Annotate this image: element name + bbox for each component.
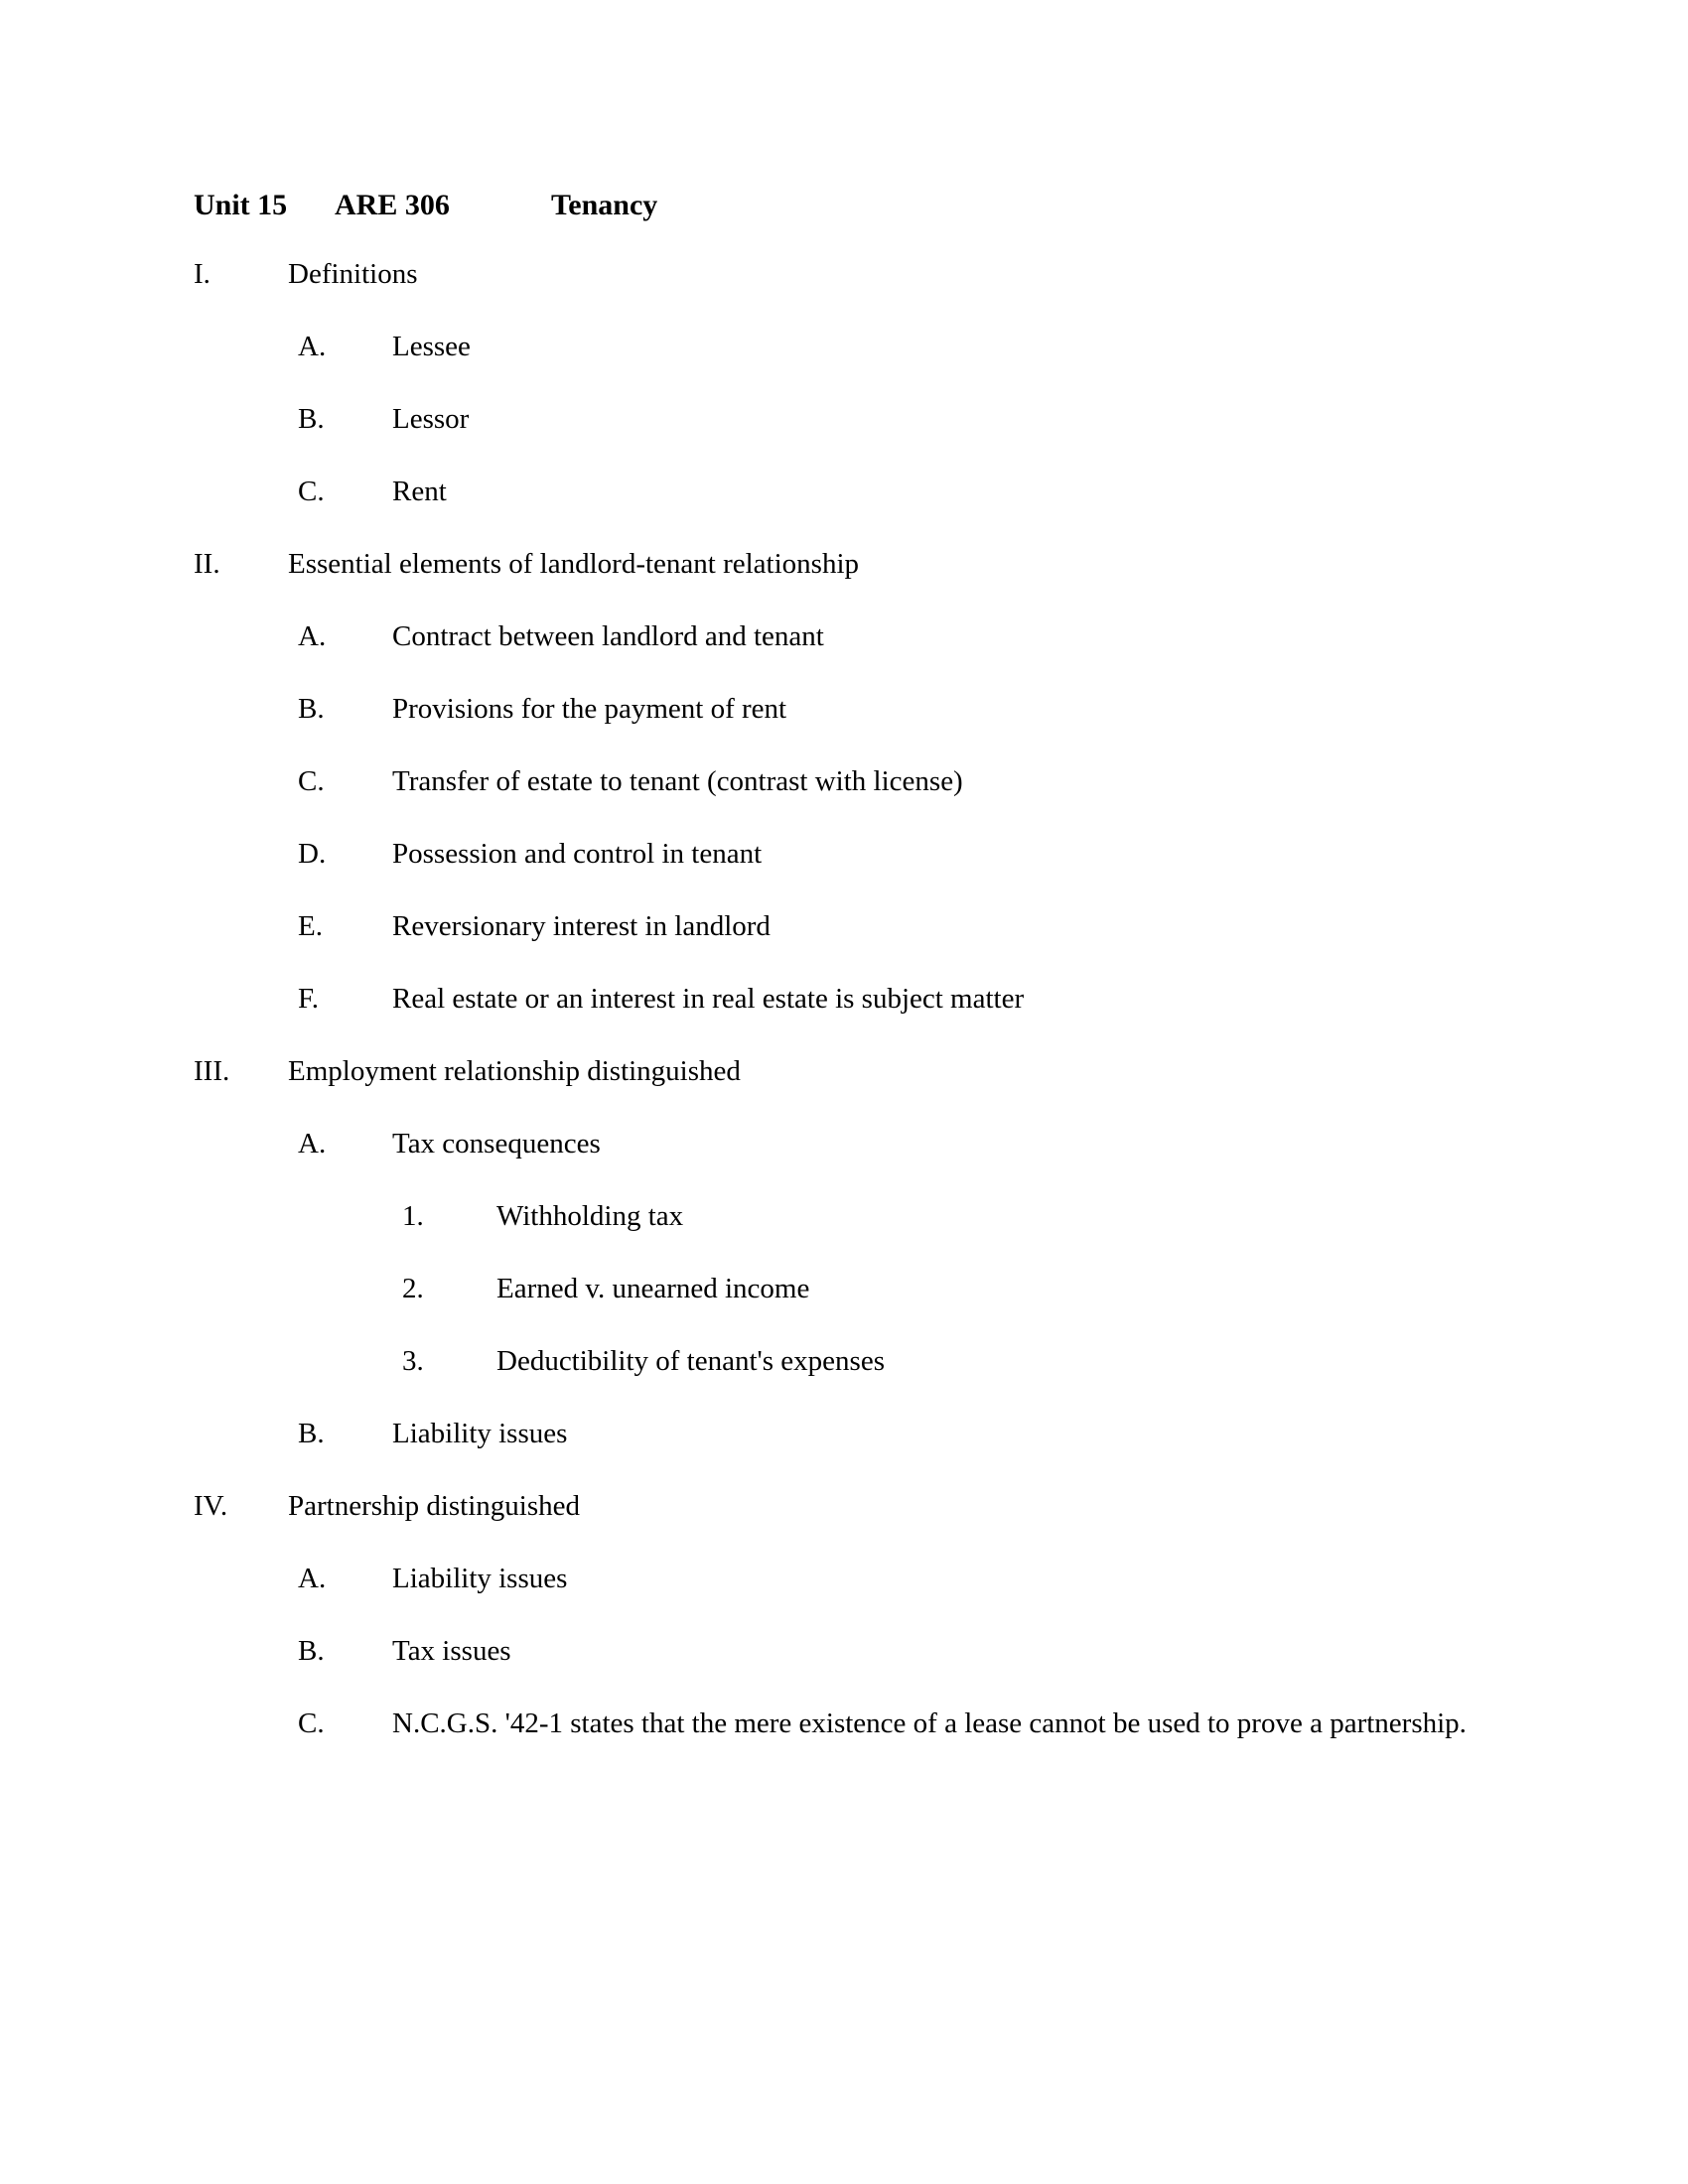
outline-item-marker: II. — [194, 548, 220, 580]
outline-item-marker: B. — [298, 1418, 325, 1449]
outline-item-marker: E. — [298, 910, 323, 942]
outline-item-marker: 3. — [402, 1345, 424, 1377]
outline-item-text: Provisions for the payment of rent — [392, 693, 787, 725]
outline-item-text: Earned v. unearned income — [496, 1273, 810, 1304]
outline-item-text: Tax issues — [392, 1635, 511, 1667]
outline-item — [194, 1271, 1475, 1306]
document-heading — [194, 189, 1475, 222]
outline-item-marker: B. — [298, 693, 325, 725]
outline-item-marker: 1. — [402, 1200, 424, 1232]
outline-item-marker: 2. — [402, 1273, 424, 1304]
outline-item — [194, 836, 1475, 872]
outline-item-marker: I. — [194, 258, 211, 290]
outline-item-text: Employment relationship distinguished — [288, 1055, 741, 1087]
outline-item-marker: D. — [298, 838, 327, 870]
outline-item-marker: A. — [298, 620, 327, 652]
outline-item-text: Essential elements of landlord-tenant relationship — [288, 548, 860, 580]
outline-item-text: Definitions — [288, 258, 418, 290]
outline-item — [194, 1488, 1475, 1524]
outline-item-text: N.C.G.S. '42-1 states that the mere existence of a lease cannot be used to prove a partnership. — [392, 1707, 1467, 1739]
outline-item — [194, 1416, 1475, 1451]
outline-item-text: Reversionary interest in landlord — [392, 910, 771, 942]
outline-item-text: Deductibility of tenant's expenses — [496, 1345, 885, 1377]
outline-item-marker: C. — [298, 1707, 325, 1739]
outline-item-text: Partnership distinguished — [288, 1490, 581, 1522]
outline-item-marker: B. — [298, 1635, 325, 1667]
outline-item-text: Rent — [392, 476, 447, 507]
outline-item — [194, 763, 1475, 799]
outline-item-text: Contract between landlord and tenant — [392, 620, 824, 652]
outline-item — [194, 256, 1475, 292]
heading-unit: Unit 15 — [194, 189, 288, 221]
outline-item-marker: B. — [298, 403, 325, 435]
outline-item-marker: C. — [298, 765, 325, 797]
outline-item — [194, 474, 1475, 509]
outline-item — [194, 1126, 1475, 1161]
heading-course: ARE 306 — [335, 189, 450, 221]
outline-item — [194, 981, 1475, 1017]
outline-item — [194, 691, 1475, 727]
outline-item-marker: F. — [298, 983, 320, 1015]
heading-topic: Tenancy — [551, 189, 658, 221]
document-body — [194, 189, 1475, 1778]
outline-item — [194, 618, 1475, 654]
outline-item-text: Lessor — [392, 403, 470, 435]
outline-item-marker: C. — [298, 476, 325, 507]
outline-item-text: Possession and control in tenant — [392, 838, 763, 870]
outline-item — [194, 1633, 1475, 1669]
outline-item — [194, 1198, 1475, 1234]
outline-item-text: Withholding tax — [496, 1200, 684, 1232]
outline-item-text: Real estate or an interest in real estate is subject matter — [392, 983, 1025, 1015]
outline-item — [194, 1561, 1475, 1596]
outline-item-text: Liability issues — [392, 1563, 568, 1594]
outline-item — [194, 329, 1475, 364]
outline-item — [194, 401, 1475, 437]
outline-item-marker: III. — [194, 1055, 230, 1087]
outline-item — [194, 1343, 1475, 1379]
outline-item — [194, 908, 1475, 944]
outline-list — [194, 256, 1475, 1741]
outline-item-text: Transfer of estate to tenant (contrast with license) — [392, 765, 963, 797]
outline-item-text: Lessee — [392, 331, 471, 362]
outline-item — [194, 1706, 1475, 1741]
outline-item-marker: A. — [298, 1128, 327, 1160]
outline-item — [194, 546, 1475, 582]
outline-item-marker: A. — [298, 331, 327, 362]
outline-item-marker: A. — [298, 1563, 327, 1594]
outline-item — [194, 1053, 1475, 1089]
outline-item-text: Liability issues — [392, 1418, 568, 1449]
outline-item-marker: IV. — [194, 1490, 228, 1522]
outline-item-text: Tax consequences — [392, 1128, 601, 1160]
